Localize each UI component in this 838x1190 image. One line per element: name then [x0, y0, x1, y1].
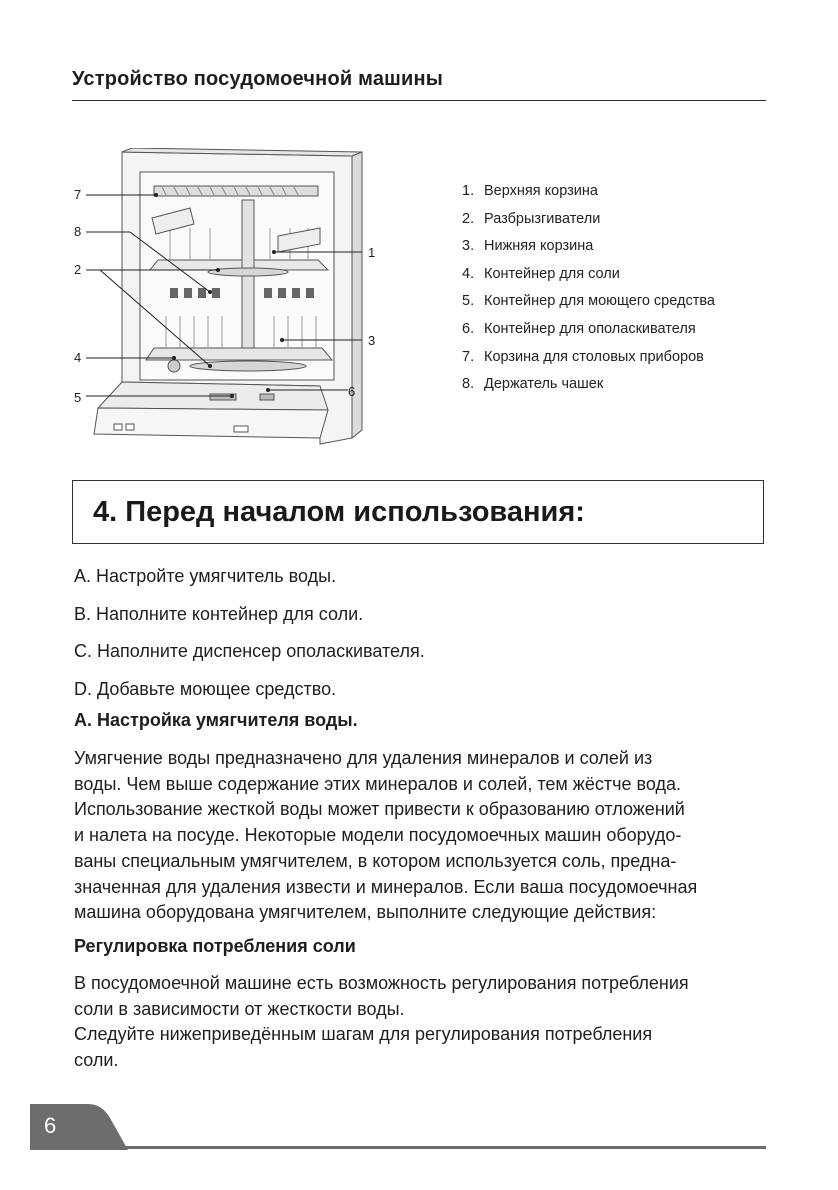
callout-5: 5	[74, 390, 82, 405]
component-legend	[462, 181, 715, 402]
door-front	[94, 408, 328, 438]
spray-pipe	[242, 200, 254, 370]
legend-item: 5. Контейнер для моющего средства	[462, 293, 715, 310]
softener-heading: A. Настройка умягчителя воды.	[74, 710, 358, 730]
section-title: Устройство посудомоечной машины	[72, 68, 444, 90]
chapter-heading-box	[72, 480, 764, 544]
step-item: B. Наполните контейнер для соли.	[74, 603, 364, 624]
upper-spray-arm	[208, 268, 288, 276]
rinse-aid-dispenser	[260, 394, 274, 400]
softener-paragraph	[74, 746, 774, 926]
paragraph-line: Умягчение воды предназначено для удаления минералов и солей из	[74, 748, 653, 768]
callout-6: 6	[348, 384, 356, 399]
salt-paragraph	[74, 971, 774, 1074]
step-item: A. Настройте умягчитель воды.	[74, 566, 337, 586]
callout-8: 8	[74, 224, 82, 239]
legend-item: 7. Корзина для столовых приборов	[462, 348, 704, 365]
salt-container	[168, 360, 180, 372]
paragraph-line: В посудомоечной машине есть возможность регулирования потребления	[74, 973, 689, 993]
callout-4: 4	[74, 350, 82, 365]
legend-item: 3. Нижняя корзина	[462, 238, 594, 255]
paragraph-line: соли в зависимости от жесткости воды.	[74, 998, 405, 1019]
callout-7: 7	[74, 187, 82, 202]
legend-item: 1. Верхняя корзина	[462, 183, 598, 199]
paragraph-line: Использование жесткой воды может привести к образованию отложений	[74, 799, 685, 820]
page-number: 6	[44, 1113, 57, 1138]
dishwasher-diagram	[70, 148, 390, 448]
callout-2: 2	[74, 262, 82, 277]
legend-item: 4. Контейнер для соли	[462, 265, 620, 282]
paragraph-line: воды. Чем выше содержание этих минералов и солей, тем жёстче вода.	[74, 773, 681, 794]
legend-item: 2. Разбрызгиватели	[462, 210, 601, 227]
preparation-steps	[74, 564, 425, 714]
legend-item: 6. Контейнер для ополаскивателя	[462, 320, 696, 337]
title-divider	[72, 100, 766, 101]
callout-3: 3	[368, 333, 376, 348]
step-item: C. Наполните диспенсер ополаскивателя.	[74, 641, 425, 661]
lower-spray-arm	[190, 361, 306, 371]
paragraph-line: значенная для удаления извести и минералов. Если ваша посудомоечная	[74, 876, 698, 897]
callout-1: 1	[368, 245, 376, 260]
paragraph-line: и налета на посуде. Некоторые модели посудомоечных машин оборудо-	[74, 825, 682, 846]
footer-divider	[106, 1146, 766, 1149]
step-item: D. Добавьте моющее средство.	[74, 678, 337, 699]
paragraph-line: машина оборудована умягчителем, выполните следующие действия:	[74, 902, 657, 923]
paragraph-line: соли.	[74, 1050, 119, 1071]
chapter-title: 4. Перед началом использования:	[93, 496, 585, 528]
paragraph-line: Следуйте нижеприведённым шагам для регулирования потребления	[74, 1024, 653, 1045]
legend-item: 8. Держатель чашек	[462, 376, 604, 393]
salt-heading: Регулировка потребления соли	[74, 936, 356, 956]
paragraph-line: ваны специальным умягчителем, в котором используется соль, предна-	[74, 850, 677, 871]
